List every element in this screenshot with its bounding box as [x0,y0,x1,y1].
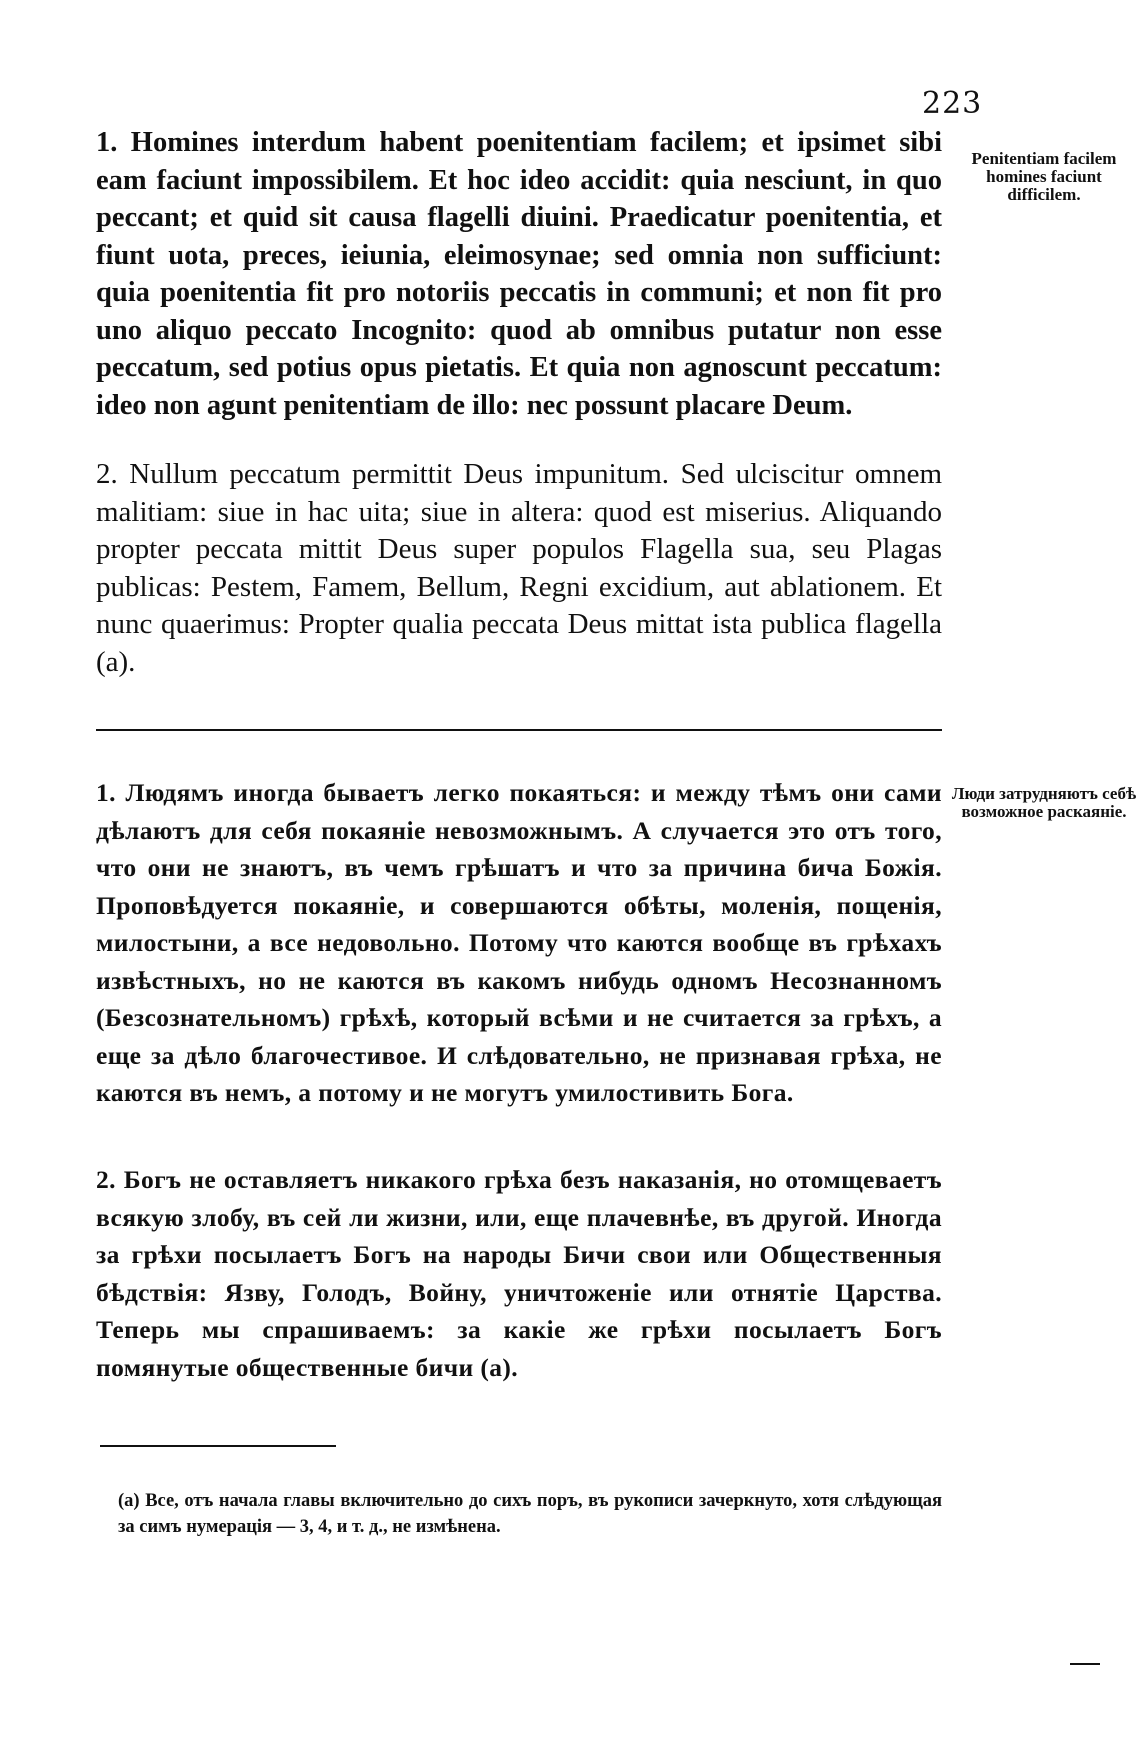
latin-paragraph-2: 2. Nullum peccatum permittit Deus impunitum. Sed ulciscitur omnem malitiam: siue in hac uita; siue in altera: quod est miserius. Aliquando propter peccata mittit Deus super populos Flagella sua, seu Plagas publicas: Pestem, Famem, Bellum, Regni excidium, aut ablationem. Et nunc quaerimus: Propter qualia peccata Deus mittat ista publica flagella (a). [96,458,942,678]
margin-dash-mark [1070,1663,1100,1665]
russian-paragraph-2: 2. Богъ не оставляетъ никакого грѣха безъ наказанія, но отомщеваетъ всякую злобу, въ сей ли жизни, или, еще плачевнѣе, въ другой. Иногда за грѣхи посылаетъ Богъ на народы Бичи свои или Общественныя бѣдствія: Язву, Голодъ, Войну, уничтоженіе или отнятіе Царства. Теперь мы спрашиваемъ: за какіе же грѣхи посылаетъ Богъ помянутые общественные бичи (а). [96,1165,942,1382]
russian-margin-note: Люди затрудняютъ себѣ возможное раскаяніе. [951,784,1137,821]
section-divider [96,729,942,731]
russian-paragraph-1: 1. Людямъ иногда бываетъ легко покаяться: и между тѣмъ они сами дѣлаютъ для себя покаяніе невозможнымъ. А случается это отъ того, что они не знаютъ, въ чемъ грѣшатъ и что за причина бича Божія. Проповѣдуется покаяніе, и совершаются обѣты, моленія, пощенія, милостыни, а все недовольно. Потому что каются вообще въ грѣхахъ извѣстныхъ, но не каются въ какомъ нибудь одномъ Несознанномъ (Безсознательномъ) грѣхѣ, который всѣми и не считается за грѣхъ, а еще за дѣло благочестивое. И слѣдовательно, не признавая грѣха, не каются въ немъ, а потому и не могутъ умилостивить Бога. [96,778,942,1107]
footnote: (а) Все, отъ начала главы включительно до сихъ поръ, въ рукописи зачеркнуто, хотя слѣдующая за симъ нумерація — 3, 4, и т. д., не измѣнена. [118,1491,942,1537]
footnote-divider [100,1445,336,1447]
page-number: 223 [922,86,983,121]
latin-paragraph-1: 1. Homines interdum habent poenitentiam facilem; et ipsimet sibi eam faciunt impossibilem. Et hoc ideo accidit: quia nesciunt, in quo peccant; et quid sit causa flagelli diuini. Praedicatur poenitentia, et fiunt uota, preces, ieiunia, eleimosynae; sed omnia non sufficiunt: quia poenitentia fit pro notoriis peccatis in communi; et non fit pro uno aliquo peccato Incognito: quod ab omnibus putatur non esse peccatum, sed potius opus pietatis. Et quia non agnoscunt peccatum: ideo non agunt penitentiam de illo: nec possunt placare Deum. [96,127,942,421]
latin-margin-note: Penitentiam facilem homines faciunt difficilem. [971,149,1117,204]
